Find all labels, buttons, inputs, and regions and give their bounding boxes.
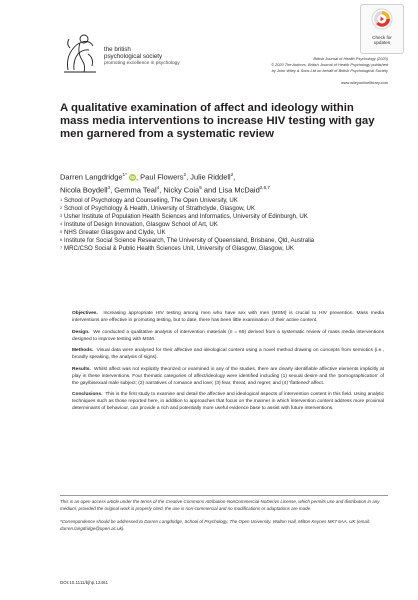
journal-metadata (271, 56, 388, 86)
affiliation-number: 4 (60, 222, 63, 227)
abstract-text: Visual data were analysed for their affective and ideological content using a novel method drawing on concepts from semiotics (i.e., broadly speaking, the analysis of signs). (72, 348, 384, 361)
author-name: Darren Langdridge (60, 172, 123, 182)
doi-link[interactable]: DOI:10.1111/bjhp.12461 (60, 580, 109, 585)
bps-crest-logo (60, 30, 100, 74)
author-separator: , (186, 172, 191, 182)
author-affiliation-marker: 2 (183, 172, 187, 177)
abstract-text: This is the first study to examine and detail the affective and ideological aspects of intervention content in this field. Using analytic techniques such as those reported here, in addition to approaches that focus on the manner in which intervention content address more proximal determinants of behaviour, can provide a rich and potentially more useful evidence base to assist with future interventions. (72, 392, 384, 412)
author-separator: , (136, 172, 141, 182)
affiliation-item (60, 221, 390, 229)
affiliation-list (60, 197, 390, 253)
affiliation-item (60, 213, 390, 221)
affiliation-text: NHS Greater Glasgow and Clyde, UK (64, 229, 166, 237)
updates-badge-line-1: Check for (372, 35, 392, 40)
license-note: This is an open access article under the terms of the Creative Commons Attribution-NonCommercial-NoDerivs License, which permits use and distribution in any medium, provided the original work is properly cited, the use is non-commercial and no modifications or adaptations are made. (60, 499, 380, 511)
article-title: A qualitative examination of affect and ideology within mass media interventions to increase HIV testing with gay men garnered from a systematic review (60, 102, 375, 141)
affiliation-number: 2 (60, 206, 63, 211)
copyright-line: © 2020 The Authors. British Journal of Health Psychology published (271, 62, 388, 68)
author-name: Paul Flowers (140, 172, 184, 182)
author-separator: , (110, 185, 115, 195)
updates-badge-line-2: updates (373, 40, 391, 45)
author-name: Gemma Teal (114, 185, 157, 195)
author-affiliation-marker: 3 (107, 185, 111, 190)
affiliation-item (60, 229, 390, 237)
author-name: Lisa McDaid (218, 185, 260, 195)
author-name: Nicky Coia (163, 185, 200, 195)
check-for-updates-icon (371, 8, 393, 30)
author-separator: , (233, 172, 236, 182)
author-affiliation-marker: 2,6,7 (259, 185, 270, 190)
affiliation-item (60, 197, 390, 205)
abstract-section (72, 366, 384, 387)
author-list (60, 170, 390, 196)
affiliation-text: Institute for Social Science Research, The University of Queensland, Brisbane, Qld, Australia (64, 237, 315, 245)
author-affiliation-marker: 4 (156, 185, 160, 190)
affiliation-text: School of Psychology & Health, University of Strathclyde, Glasgow, UK (64, 205, 256, 213)
abstract-section (72, 329, 384, 343)
author-separator: , (159, 185, 164, 195)
abstract-section (72, 391, 384, 412)
affiliation-text: School of Psychology and Counselling, The Open University, UK (64, 197, 238, 204)
abstract-heading: Results. (72, 366, 91, 372)
society-name (104, 46, 180, 68)
abstract-text: Whilst affect was not explicitly theorized or examined in any of the studies, there are clearly identifiable affective elements implicitly at play in these interventions. Four thematic categories of affect/ideology were identified including (1) sexual desire and the 'pornographication' of the gay/bisexual male subject; (2) narratives of romance and love; (3) fear, threat, and regret; and (4) 'flattened' affect. (72, 366, 384, 386)
affiliation-item (60, 237, 390, 245)
abstract-heading: Conclusions. (72, 392, 103, 398)
publisher-line: by John Wiley & Sons Ltd on behalf of British Psychological Society (271, 68, 388, 74)
abstract-heading: Design. (72, 329, 90, 335)
author-name: Julie Riddell (190, 172, 231, 182)
author-affiliation-marker: 1 (122, 172, 126, 177)
abstract-heading: Objectives. (72, 311, 98, 316)
footnotes (60, 499, 384, 539)
affiliation-text: Usher Institute of Population Health Sciences and Informatics, University of Edinburgh, UK (64, 213, 308, 221)
author-name: Nicola Boydell (60, 185, 108, 195)
author-affiliation-marker: 2 (230, 172, 234, 177)
affiliation-item (60, 205, 390, 213)
author-affiliation-marker: 5 (199, 185, 202, 190)
structured-abstract (72, 310, 384, 417)
orcid-icon[interactable]: iD (130, 175, 135, 181)
author-separator: and (201, 185, 219, 195)
affiliation-text: MRC/CSO Social & Public Health Sciences Unit, University of Glasgow, Glasgow, UK (64, 245, 294, 253)
footnote-divider (60, 495, 388, 496)
affiliation-number: 3 (60, 214, 63, 219)
society-slogan: promoting excellence in psychology (104, 61, 180, 67)
corresponding-author-marker: * (125, 172, 127, 177)
affiliation-number: 1 (60, 198, 63, 202)
correspondence-note: *Correspondence should be addressed to Darren Langdridge, School of Psychology, The Open University, Walton Hall, Milton Keynes MK7 6AA, UK (email: darren.langdridge@open.ac.uk). (60, 519, 371, 531)
abstract-heading: Methods. (72, 348, 94, 354)
journal-website-link[interactable]: www.wileyonlinelibrary.com (340, 79, 388, 85)
abstract-text: Increasing appropriate HIV testing among men who have sex with men (MSM) is crucial to HIV prevention. Mass media interventions are effective in promoting testing, but to date, there has been little examination of their active content. (72, 311, 385, 324)
abstract-text: We conducted a qualitative analysis of intervention materials (n = 69) derived from a systematic review of mass media interventions designed to improve testing with MSM. (72, 329, 384, 342)
abstract-section (72, 310, 384, 324)
abstract-section (72, 347, 384, 361)
affiliation-number: 7 (60, 246, 63, 251)
check-for-updates-badge[interactable] (360, 4, 404, 54)
affiliation-text: Institute of Design Innovation, Glasgow School of Art, UK (64, 221, 218, 229)
affiliation-number: 5 (60, 230, 63, 235)
affiliation-number: 6 (60, 238, 63, 243)
affiliation-item (60, 245, 390, 253)
journal-citation: British Journal of Health Psychology (2020) (313, 56, 388, 61)
society-name-line-1: the british (104, 46, 131, 53)
society-name-line-2: psychological society (104, 53, 163, 61)
